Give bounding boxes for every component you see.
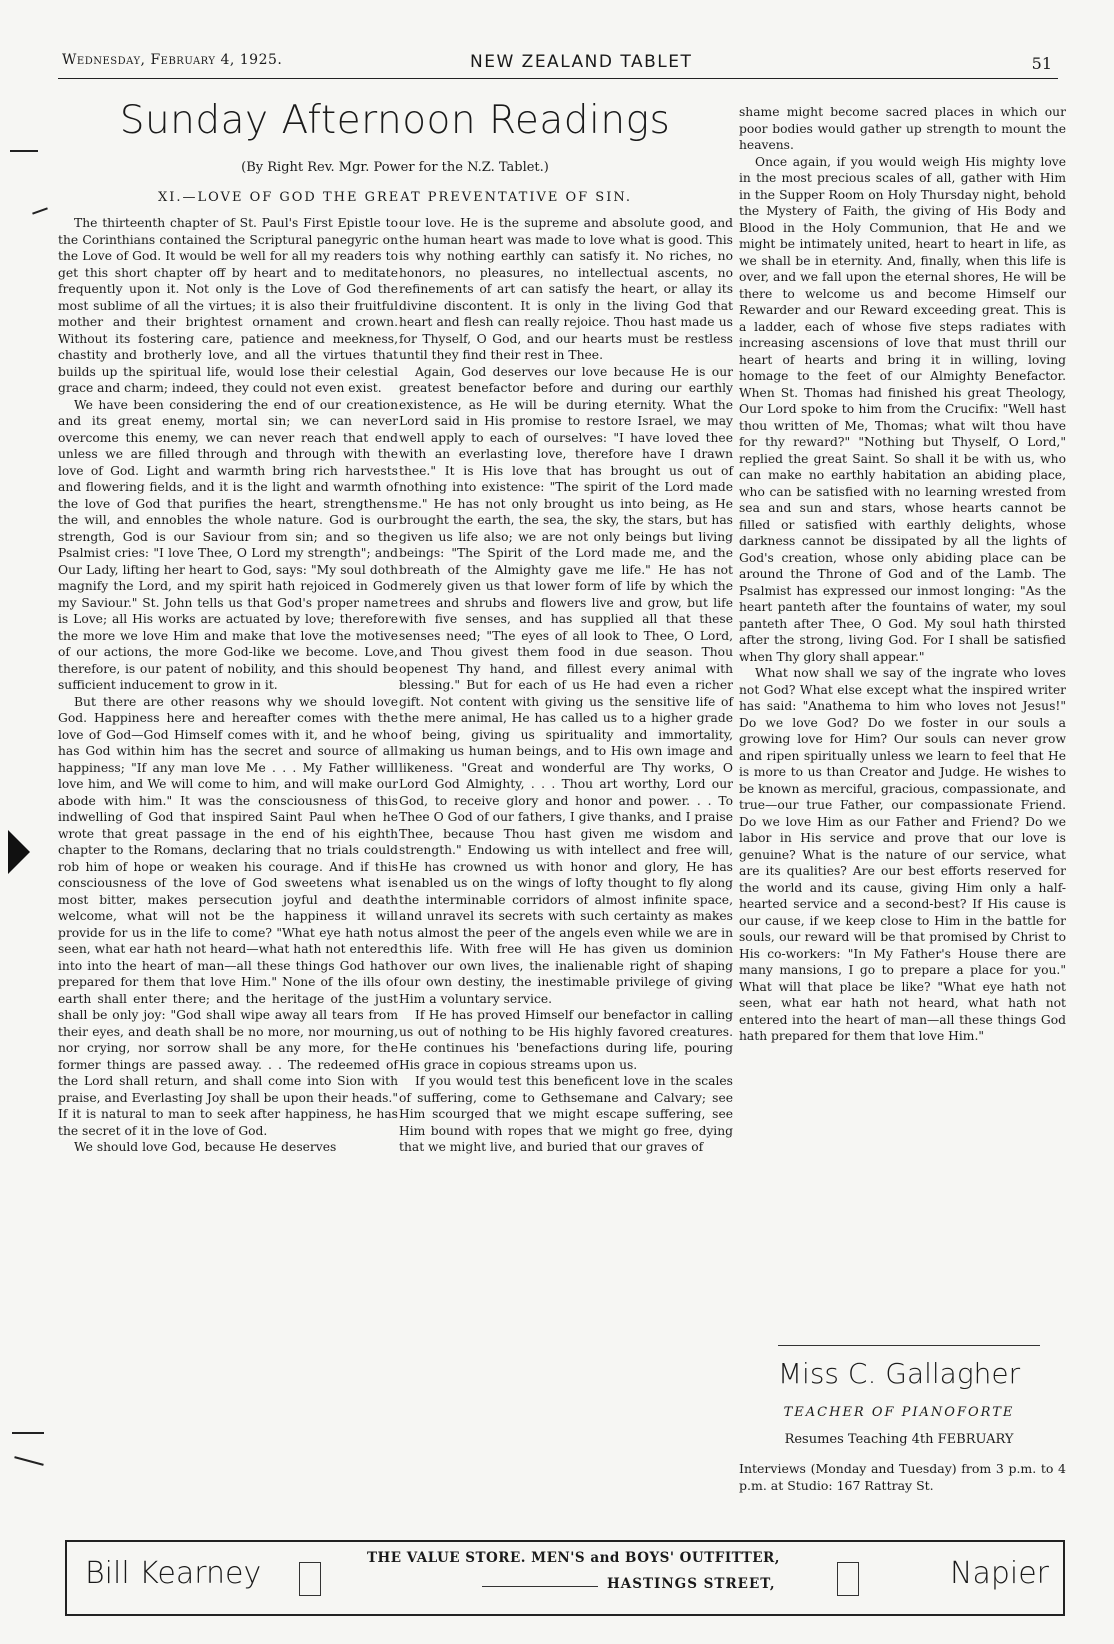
margin-mark-icon — [12, 1432, 44, 1434]
divider — [482, 1586, 598, 1587]
divider — [778, 1345, 1040, 1346]
margin-mark-icon — [14, 1456, 43, 1466]
paragraph: What now shall we say of the ingrate who loves not God? What else except what the inspired writer has said: "Anathema to him who loves not Jesus!" Do we love God? Do we foster in our souls a growing love for Him? Our souls can never grow and ripen spiritually unless we learn to feel that He is more to us than Creator and Judge. He wishes to be known as merciful, gracious, compassionate, and true—our true Father, our compassionate Friend. Do we love Him as our Father and Friend? Do we labor in His service and prove that our love is genuine? What is the nature of our service, what are its qualities? Are our best efforts reserved for the world and its cause, giving Him only a half-hearted service and a second-best? If His cause is our cause, if we keep close to Him in the battle for souls, our reward will be that promised by Christ to His co-workers: "In My Father's House there are many mansions, I go to prepare a place for you." What will that place be like? "What eye hath not seen, what ear hath not heard, what hath not entered into the heart of man—all these things God hath prepared for them that love Him." — [739, 666, 1066, 1043]
margin-pointer-icon — [8, 830, 30, 874]
footer-town-name: Napier — [950, 1556, 1049, 1591]
article-byline: (By Right Rev. Mgr. Power for the N.Z. Tablet.) — [241, 160, 549, 175]
paragraph: The thirteenth chapter of St. Paul's First Epistle to the Corinthians contained the Scriptural panegyric on the Love of God. It would be well for all my readers to get this short chapter off by heart and to meditate frequently upon it. Not only is the Love of God the most sublime of all the virtues; it is also their fruitful mother and their brightest ornament and crown. Without its fostering care, patience and meekness, chastity and brotherly love, and all the virtues that builds up the spiritual life, would lose their celestial grace and charm; indeed, they could not even exist. — [58, 216, 398, 395]
paragraph: We have been considering the end of our creation and its great enemy, mortal sin; we can never overcome this enemy, we can never reach that end unless we are filled through and through with the love of God. Light and warmth bring rich harvests and flowering fields, and it is the light and warmth of the love of God that purifies the heart, strengthens the will, and ennobles the whole nature. God is our strength, God is our Saviour from sin; and so the Psalmist cries: "I love Thee, O Lord my strength"; and Our Lady, lifting her heart to God, says: "My soul doth magnify the Lord, and my spirit hath rejoiced in God my Saviour." St. John tells us that God's proper name is Love; all His works are actuated by love; therefore the more we love Him and make that love the motive of our actions, the more God-like we become. Love, therefore, is our patent of nobility, and this should be sufficient inducement to grow in it. — [58, 397, 398, 692]
margin-mark-icon — [32, 207, 48, 214]
publication-title: NEW ZEALAND TABLET — [470, 52, 693, 72]
advertiser-name: Miss C. Gallagher — [777, 1357, 1021, 1390]
paragraph: Once again, if you would weigh His mighty love in the most precious scales of all, gather with Him in the Supper Room on Holy Thursday night, behold the Mystery of Faith, the giving of His Body and Blood in the Holy Communion, that He and we might be intimately united, heart to heart in life, as we shall be in eternity. And, finally, when this life is over, and we fall upon the eternal shores, He will be there to welcome us and become Himself our Rewarder and our Reward exceeding great. This is a ladder, each of whose five steps radiates with increasing ascensions of love that must thrill our heart of hearts and bring it in willing, loving homage to the feet of our Almighty Benefactor. When St. Thomas had finished his great Theology, Our Lord spoke to him from the Crucifix: "Well hast thou written of Me, Thomas; what wilt thou have for thy reward?" "Nothing but Thyself, O Lord," replied the great Saint. So shall it be with us, who can make no earthly habitation an abiding place, who can be satisfied with no learning wrested from sea and sun and stars, whose hearts cannot be filled or satisfied with earthly delights, whose darkness cannot be dissipated by all the lights of God's creation, whose only abiding place can be around the Throne of God and of the Lamb. The Psalmist has expressed our inmost longing: "As the heart panteth after the fountains of water, my soul panteth after Thee, O God. My soul hath thirsted after the strong, living God. For I shall be satisfied when Thy glory shall appear." — [739, 154, 1066, 664]
article-title: Sunday Afternoon Readings — [119, 98, 671, 143]
footer-advertisement — [65, 1540, 1065, 1616]
advertisement-interviews: Interviews (Monday and Tuesday) from 3 p.m. to 4 p.m. at Studio: 167 Rattray St. — [739, 1461, 1066, 1493]
paragraph: our love. He is the supreme and absolute good, and the human heart was made to love what is good. This is why nothing earthly can satisfy it. No riches, no honors, no pleasures, no intellectual ascents, no refinements of art can satisfy the heart, or allay its divine discontent. It is only in the living God that heart and flesh can really rejoice. Thou hast made us for Thyself, O God, and our hearts must be restless until they find their rest in Thee. — [399, 216, 733, 362]
page-number: 51 — [1031, 54, 1052, 73]
margin-mark-icon — [10, 150, 38, 152]
paragraph: If He has proved Himself our benefactor in calling us out of nothing to be His highly favored creatures. He continues his 'benefactions during life, pouring His grace in copious streams upon us. — [399, 1008, 733, 1072]
section-heading: XI.—LOVE OF GOD THE GREAT PREVENTATIVE OF SIN. — [157, 190, 633, 205]
paragraph: Again, God deserves our love because He is our greatest benefactor before and during our earthly existence, as He will be during eternity. What the Lord said in His promise to restore Israel, we may well apply to each of ourselves: "I have loved thee with an everlasting love, therefore have I drawn thee." It is His love that has brought us out of nothing into existence: "The spirit of the Lord made me." He has not only brought us into being, as He brought the earth, the sea, the sky, the stars, but has given us life also; we are not only beings but living beings: "The Spirit of the Lord made me, and the breath of the Almighty gave me life." He has not merely given us that lower form of life by which the trees and shrubs and flowers live and grow, but life with five senses, and has supplied all that these senses need; "The eyes of all look to Thee, O Lord, and Thou givest them food in due season. Thou openest Thy hand, and fillest every animal with blessing." But for each of us He had even a richer gift. Not content with giving us the sensitive life of the mere animal, He has called us to a higher grade of being, giving us spirituality and immortality, making us human beings, and to His own image and likeness. "Great and wonderful are Thy works, O Lord God Almighty, . . . Thou art worthy, Lord our God, to receive glory and honor and power. . . To Thee O God of our fathers, I give thanks, and I praise Thee, because Thou hast given me wisdom and strength." Endowing us with intellect and free will, He has crowned us with honor and glory, He has enabled us on the wings of lofty thought to fly along the interminable corridors of almost infinite space, and unravel its secrets with such certainty as makes us almost the peer of the angels even while we are in this life. With free will He has given us dominion over our own lives, the inalienable right of shaping our own destiny, the inestimable privilege of giving Him a voluntary service. — [399, 364, 733, 1006]
paragraph: shame might become sacred places in which our poor bodies would gather up strength to mount the heavens. — [739, 105, 1066, 152]
issue-date: Wednesday, February 4, 1925. — [62, 52, 283, 68]
paragraph: But there are other reasons why we should love God. Happiness here and hereafter comes with the love of God—God Himself comes with it, and he who has God within him has the secret and source of all happiness; "If any man love Me . . . My Father will love him, and We will come to him, and will make our abode with him." It was the consciousness of this indwelling of God that inspired Saint Paul when he wrote that great passage in the end of his eighth chapter to the Romans, declaring that no trials could rob him of hope or weaken his courage. And if this consciousness of the love of God sweetens what is most bitter, makes persecution joyful and death welcome, what will not be the happiness it will provide for us in the life to come? "What eye hath not seen, what ear hath not heard—what hath not entered into into the heart of man—all these things God hath prepared for them that love Him." None of the ills of earth shall enter there; and the heritage of the just shall be only joy: "God shall wipe away all tears from their eyes, and death shall be no more, nor mourning, nor crying, nor sorrow shall be any more, for the former things are passed away. . . The redeemed of the Lord shall return, and shall come into Sion with praise, and Everlasting Joy shall be upon their heads." If it is natural to man to seek after happiness, he has the secret of it in the love of God. — [58, 694, 398, 1138]
advertisement-resumes: Resumes Teaching 4th FEBRUARY — [784, 1432, 1014, 1447]
paragraph: If you would test this beneficent love in the scales of suffering, come to Gethsemane and Calvary; see Him scourged that we might escape suffering, see Him bound with ropes that we might go free, dying that we might live, and buried that our graves of — [399, 1074, 733, 1154]
paragraph: We should love God, because He deserves — [74, 1140, 337, 1154]
page-header — [58, 48, 1058, 79]
footer-merchant-name: Bill Kearney — [85, 1556, 262, 1591]
footer-street-line: HASTINGS STREET, — [607, 1576, 776, 1592]
advertiser-role: TEACHER OF PIANOFORTE — [783, 1405, 1015, 1420]
footer-store-line: THE VALUE STORE. MEN'S and BOYS' OUTFITTER, — [367, 1550, 780, 1566]
article-column-2 — [399, 215, 733, 1156]
placeholder-box-icon — [837, 1562, 859, 1596]
placeholder-box-icon — [299, 1562, 321, 1596]
article-column-1 — [58, 215, 398, 1156]
article-column-3 — [739, 104, 1066, 1045]
